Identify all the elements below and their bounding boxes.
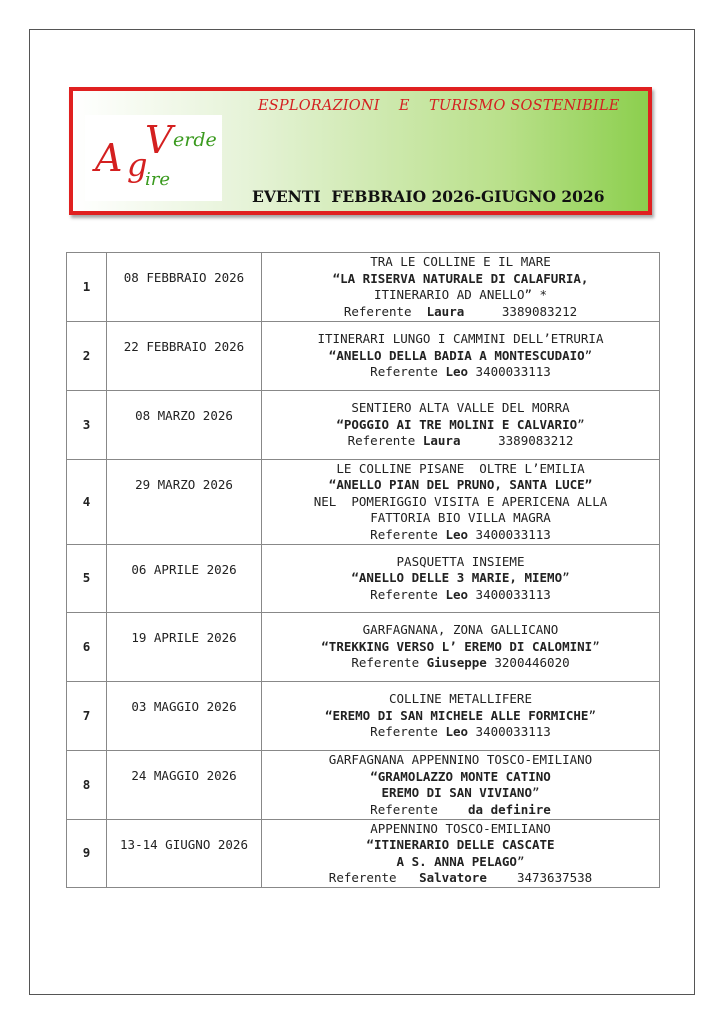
event-text: Referente (343, 303, 427, 319)
event-text: 3400033113 (468, 526, 551, 542)
event-line (262, 752, 659, 769)
event-line (262, 348, 659, 365)
event-text: FATTORIA BIO VILLA MAGRA (370, 510, 551, 526)
logo-letter-v: V (145, 118, 173, 162)
event-text: ” (516, 853, 525, 869)
event-text: Referente (370, 801, 469, 817)
event-number: 8 (67, 751, 107, 820)
event-line (262, 837, 659, 854)
table-row (67, 613, 660, 682)
event-text-bold: “EREMO DI SAN MICHELE ALLE FORMICHE (325, 707, 589, 723)
table-row (67, 253, 660, 322)
event-text: Referente (370, 586, 446, 602)
event-line (262, 639, 659, 656)
event-text: ” (592, 638, 600, 654)
event-description (262, 460, 660, 545)
event-text: LE COLLINE PISANE OLTRE L’EMILIA (336, 460, 585, 476)
event-text: NEL POMERIGGIO VISITA E APERICENA ALLA (313, 493, 608, 509)
logo-word-ire: ire (145, 169, 171, 190)
event-text: GARFAGNANA, ZONA GALLICANO (362, 622, 559, 638)
event-text: Referente (351, 655, 427, 671)
table-row (67, 322, 660, 391)
event-text-bold: Laura (422, 433, 461, 449)
event-date: 03 MAGGIO 2026 (107, 682, 262, 751)
event-line (262, 724, 659, 741)
event-text: 3389083212 (460, 433, 574, 449)
event-text: ” (531, 785, 540, 800)
event-number: 9 (67, 820, 107, 888)
event-text: 3400033113 (468, 364, 551, 380)
event-number: 1 (67, 253, 107, 322)
event-text: 3473637538 (486, 870, 593, 885)
event-line (262, 271, 659, 288)
event-text-bold: “ANELLO PIAN DEL PRUNO, SANTA LUCE” (328, 477, 593, 493)
event-text-bold: “GRAMOLAZZO MONTE CATINO (370, 768, 551, 784)
event-text-bold: “LA RISERVA NATURALE DI CALAFURIA, (332, 270, 589, 286)
event-date: 29 MARZO 2026 (107, 460, 262, 545)
event-date: 13-14 GIUGNO 2026 (107, 820, 262, 888)
table-row (67, 391, 660, 460)
event-number: 4 (67, 460, 107, 545)
header-banner (69, 87, 652, 215)
event-description (262, 820, 660, 888)
table-row (67, 751, 660, 820)
event-line (262, 417, 659, 434)
table-row (67, 460, 660, 545)
event-text: 3400033113 (468, 586, 551, 602)
event-text: 3200446020 (486, 655, 570, 671)
event-number: 3 (67, 391, 107, 460)
event-text-bold: Leo (445, 364, 469, 380)
event-text-bold: Leo (445, 724, 469, 740)
table-row (67, 682, 660, 751)
event-text-bold: da definire (468, 801, 551, 817)
event-description (262, 322, 660, 391)
event-text-bold: Salvatore (419, 870, 487, 885)
event-line (262, 854, 659, 871)
event-text-bold: Leo (445, 586, 469, 602)
event-text-bold: Leo (445, 526, 469, 542)
event-text: 3400033113 (468, 724, 551, 740)
event-number: 2 (67, 322, 107, 391)
event-date: 06 APRILE 2026 (107, 545, 262, 613)
event-text: ” (588, 707, 596, 723)
event-text: PASQUETTA INSIEME (396, 553, 525, 569)
event-line (262, 785, 659, 802)
event-text: ” (584, 347, 593, 363)
event-text: ” (562, 570, 570, 586)
event-description (262, 253, 660, 322)
event-date: 22 FEBBRAIO 2026 (107, 322, 262, 391)
event-line (262, 364, 659, 381)
event-description (262, 545, 660, 613)
event-text: COLLINE METALLIFERE (389, 691, 532, 707)
event-line (262, 870, 659, 887)
event-text: 3389083212 (464, 303, 578, 319)
event-text: APPENNINO TOSCO-EMILIANO (370, 820, 551, 836)
event-line (262, 477, 659, 494)
event-line (262, 331, 659, 348)
events-title: EVENTI FEBBRAIO 2026-GIUGNO 2026 (252, 187, 605, 206)
event-text: Referente (370, 724, 446, 740)
event-description (262, 391, 660, 460)
event-text-bold: “ITINERARIO DELLE CASCATE (366, 837, 555, 852)
event-text: ITINERARIO AD ANELLO” * (373, 287, 548, 302)
event-line (262, 708, 659, 725)
event-date: 24 MAGGIO 2026 (107, 751, 262, 820)
event-text: Referente (347, 433, 423, 449)
event-text: ” (577, 416, 585, 432)
event-line (262, 287, 659, 304)
event-description (262, 613, 660, 682)
logo-letter-g: g (127, 146, 148, 184)
event-text-bold: Giuseppe (426, 655, 487, 671)
event-text-bold: “ANELLO DELLE 3 MARIE, MIEMO (351, 570, 563, 586)
event-description (262, 682, 660, 751)
event-text: Referente (370, 364, 446, 380)
event-text-bold: EREMO DI SAN VIVIANO (381, 785, 532, 800)
event-line (262, 400, 659, 417)
event-number: 6 (67, 613, 107, 682)
event-line (262, 461, 659, 478)
event-text: GARFAGNANA APPENNINO TOSCO-EMILIANO (328, 752, 593, 767)
event-text: SENTIERO ALTA VALLE DEL MORRA (351, 400, 570, 416)
event-text: ITINERARI LUNGO I CAMMINI DELL’ETRURIA (317, 331, 604, 347)
event-line (262, 655, 659, 672)
events-table-body (67, 253, 660, 888)
event-text-bold: A S. ANNA PELAGO (396, 853, 517, 869)
event-line (262, 254, 659, 271)
event-text-bold: “POGGIO AI TRE MOLINI E CALVARIO (336, 416, 578, 432)
event-text-bold: “TREKKING VERSO L’ EREMO DI CALOMINI (321, 638, 593, 654)
event-date: 19 APRILE 2026 (107, 613, 262, 682)
event-text: Referente (370, 526, 446, 542)
event-line (262, 304, 659, 321)
table-row (67, 820, 660, 888)
event-line (262, 510, 659, 527)
event-line (262, 821, 659, 838)
event-text-bold: Laura (426, 303, 465, 319)
event-line (262, 554, 659, 571)
event-line (262, 691, 659, 708)
event-line (262, 802, 659, 819)
logo-word-erde: erde (173, 129, 217, 151)
event-number: 5 (67, 545, 107, 613)
event-number: 7 (67, 682, 107, 751)
event-line (262, 769, 659, 786)
event-description (262, 751, 660, 820)
logo-letter-a: A (95, 136, 123, 180)
event-line (262, 527, 659, 544)
event-text: Referente (328, 870, 420, 885)
event-text: TRA LE COLLINE E IL MARE (370, 254, 551, 269)
event-text-bold: “ANELLO DELLA BADIA A MONTESCUDAIO (328, 347, 585, 363)
tagline: ESPLORAZIONI E TURISMO SOSTENIBILE (258, 98, 620, 114)
table-row (67, 545, 660, 613)
event-line (262, 570, 659, 587)
event-line (262, 494, 659, 511)
event-date: 08 FEBBRAIO 2026 (107, 253, 262, 322)
event-line (262, 622, 659, 639)
event-date: 08 MARZO 2026 (107, 391, 262, 460)
event-line (262, 587, 659, 604)
events-table (66, 252, 660, 888)
event-line (262, 433, 659, 450)
logo (85, 115, 222, 201)
